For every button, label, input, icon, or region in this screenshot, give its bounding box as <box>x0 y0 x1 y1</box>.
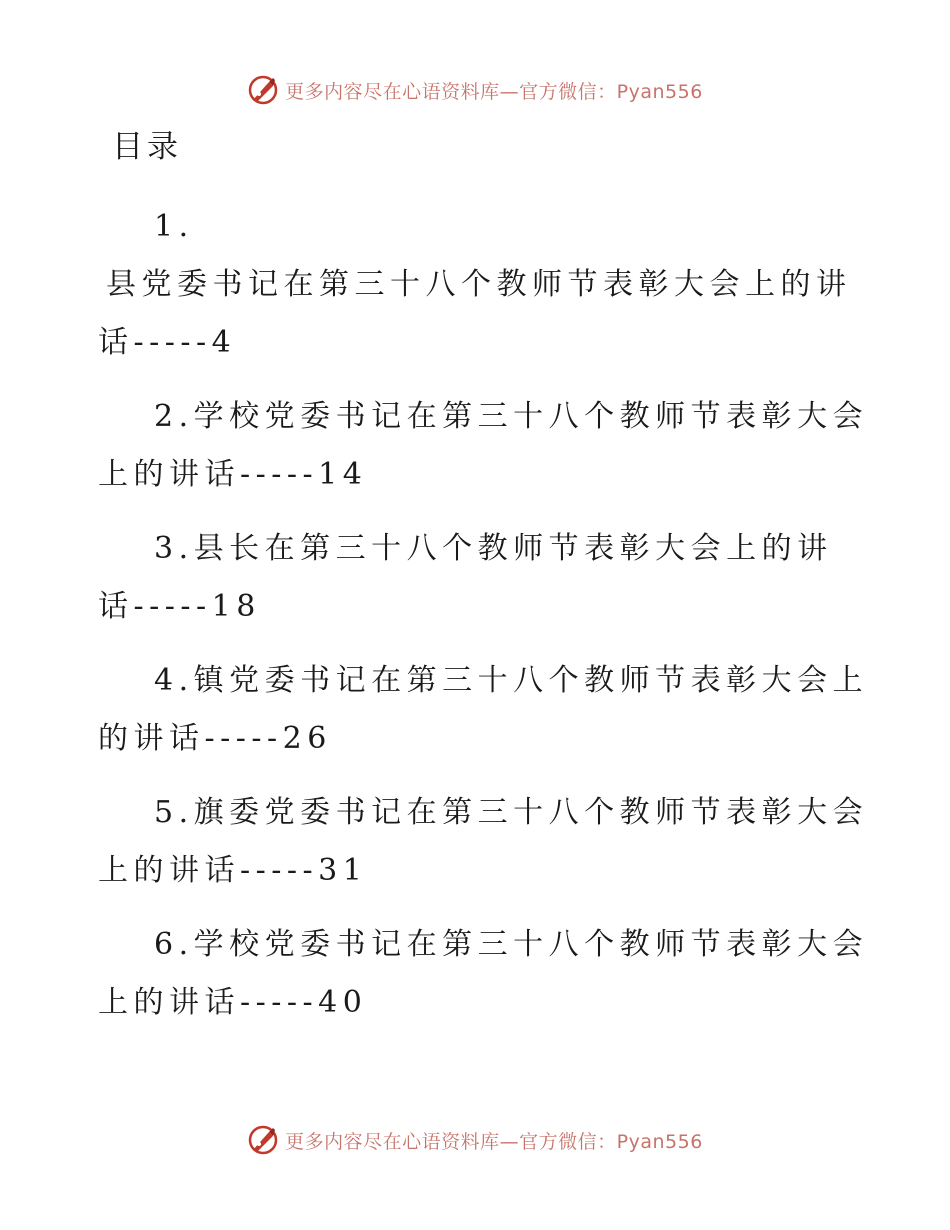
toc-entry-line: 上的讲话-----40 <box>98 985 368 1020</box>
toc-entry-5 <box>98 784 869 900</box>
footer-watermark <box>0 1120 950 1160</box>
toc-entry-line: 3.县长在第三十八个教师节表彰大会上的讲 <box>154 531 833 566</box>
toc-entry-line: 话-----4 <box>98 325 237 360</box>
toc-entry-line: 话-----18 <box>98 589 261 624</box>
toc-entry-line: 4.镇党委书记在第三十八个教师节表彰大会上 <box>154 663 869 698</box>
toc-entry-6 <box>98 916 869 1032</box>
toc-entry-3 <box>98 520 843 636</box>
red-pen-quill-logo <box>247 74 279 106</box>
table-of-contents <box>98 198 869 1048</box>
watermark-text: 更多内容尽在心语资料库—官方微信：Pyan556 <box>285 1130 703 1153</box>
toc-entry-line: 上的讲话-----31 <box>98 853 368 888</box>
toc-entry-2 <box>98 388 869 504</box>
toc-entry-line: 1. <box>154 209 194 244</box>
toc-entry-line: 的讲话-----26 <box>98 721 332 756</box>
toc-entry-line: 6.学校党委书记在第三十八个教师节表彰大会 <box>154 927 869 962</box>
page-title: 目录 <box>112 129 182 165</box>
toc-entry-line: 上的讲话-----14 <box>98 457 368 492</box>
red-pen-quill-logo <box>247 1124 279 1156</box>
toc-entry-line: 2.学校党委书记在第三十八个教师节表彰大会 <box>154 399 869 434</box>
toc-entry-4 <box>98 652 869 768</box>
toc-entry-line: 县党委书记在第三十八个教师节表彰大会上的讲 <box>106 267 852 302</box>
toc-entry-1 <box>98 198 852 372</box>
header-watermark <box>0 70 950 110</box>
watermark-text: 更多内容尽在心语资料库—官方微信：Pyan556 <box>285 80 703 103</box>
toc-entry-line: 5.旗委党委书记在第三十八个教师节表彰大会 <box>154 795 869 830</box>
